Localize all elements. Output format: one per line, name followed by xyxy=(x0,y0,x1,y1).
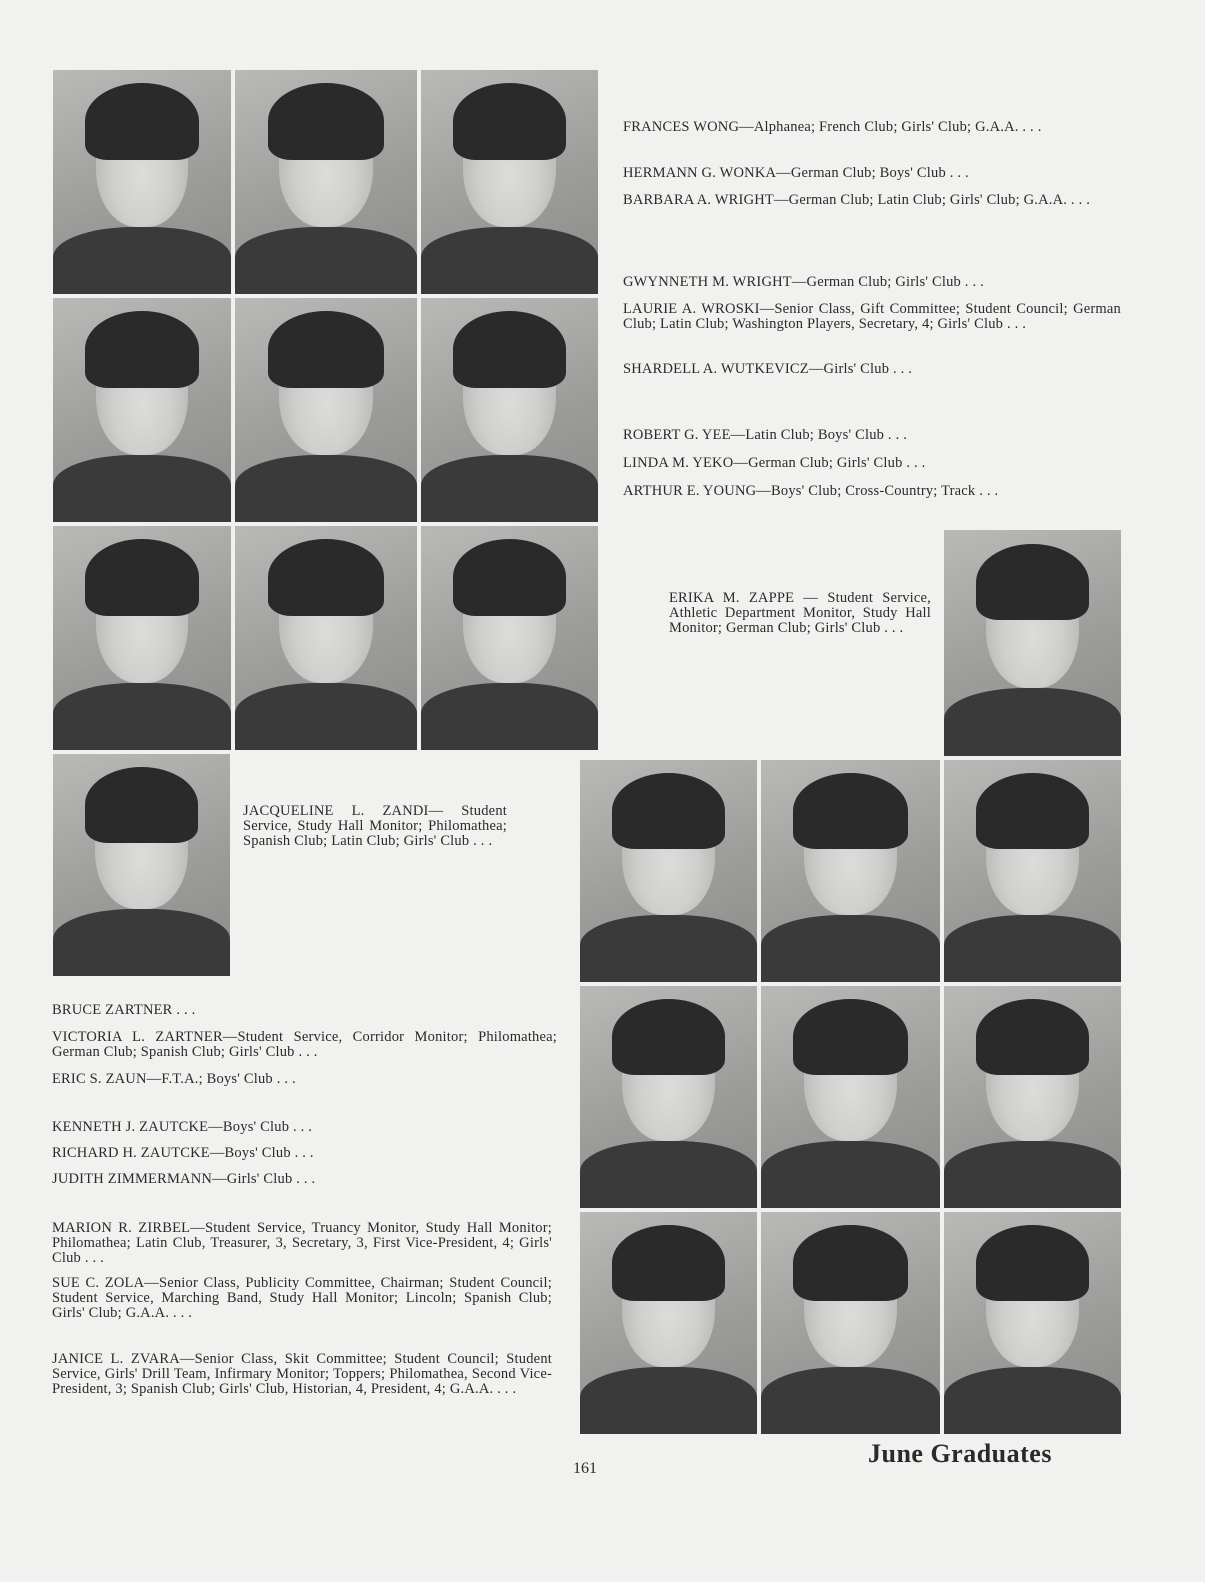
entry-wutkevicz: SHARDELL A. WUTKEVICZ—Girls' Club . . . xyxy=(623,361,913,377)
entry-b-zartner: BRUCE ZARTNER . . . xyxy=(52,1002,196,1018)
page-number: 161 xyxy=(573,1460,597,1477)
portrait-photo xyxy=(235,526,417,750)
entry-wong: FRANCES WONG—Alphanea; French Club; Girls' Club; G.A.A. . . . xyxy=(623,119,1042,135)
entry-wroski: LAURIE A. WROSKI—Senior Class, Gift Committee; Student Council; German Club; Latin Club; Washington Players, Secretary, 4; Girls' Club . . . xyxy=(623,301,1121,332)
portrait-photo xyxy=(761,986,940,1208)
entry-zirbel: MARION R. ZIRBEL—Student Service, Truancy Monitor, Study Hall Monitor; Philomathea; Latin Club, Treasurer, 3, Secretary, 3, First Vice-President, 4; Girls' Club . . . xyxy=(52,1220,552,1266)
entry-k-zautcke: KENNETH J. ZAUTCKE—Boys' Club . . . xyxy=(52,1119,313,1135)
portrait-photo xyxy=(761,1212,940,1434)
section-title: June Graduates xyxy=(868,1439,1052,1468)
portrait-photo xyxy=(580,760,757,982)
portrait-photo xyxy=(580,1212,757,1434)
portrait-photo-zappe xyxy=(944,530,1121,756)
portrait-photo xyxy=(944,760,1121,982)
entry-zappe: ERIKA M. ZAPPE — Student Service, Athletic Department Monitor, Study Hall Monitor; German Club; Girls' Club . . . xyxy=(669,590,931,636)
entry-zvara: JANICE L. ZVARA—Senior Class, Skit Committee; Student Council; Student Service, Girls' Drill Team, Infirmary Monitor; Toppers; Philomathea, Second Vice-President, 3; Spanish Club; Girls' Club, Historian, 4, President, 4; G.A.A. . . . xyxy=(52,1351,552,1397)
entry-yee: ROBERT G. YEE—Latin Club; Boys' Club . . . xyxy=(623,427,908,443)
portrait-photo xyxy=(235,70,417,294)
entry-zola: SUE C. ZOLA—Senior Class, Publicity Committee, Chairman; Student Council; Student Service, Marching Band, Study Hall Monitor; Lincoln; Spanish Club; Girls' Club; G.A.A. . . . xyxy=(52,1275,552,1321)
entry-zandi: JACQUELINE L. ZANDI— Student Service, Study Hall Monitor; Philomathea; Spanish Club; Latin Club; Girls' Club . . . xyxy=(243,803,507,849)
entry-g-wright: GWYNNETH M. WRIGHT—German Club; Girls' Club . . . xyxy=(623,274,984,290)
portrait-photo xyxy=(761,760,940,982)
portrait-photo xyxy=(53,298,231,522)
portrait-photo xyxy=(944,1212,1121,1434)
entry-zaun: ERIC S. ZAUN—F.T.A.; Boys' Club . . . xyxy=(52,1071,296,1087)
portrait-photo xyxy=(421,526,598,750)
entry-zimmermann: JUDITH ZIMMERMANN—Girls' Club . . . xyxy=(52,1171,316,1187)
portrait-photo xyxy=(53,70,231,294)
entry-b-wright: BARBARA A. WRIGHT—German Club; Latin Club; Girls' Club; G.A.A. . . . xyxy=(623,192,1091,208)
portrait-photo xyxy=(421,70,598,294)
portrait-photo xyxy=(944,986,1121,1208)
portrait-photo-zandi xyxy=(53,754,230,976)
portrait-photo xyxy=(235,298,417,522)
entry-yeko: LINDA M. YEKO—German Club; Girls' Club . . . xyxy=(623,455,926,471)
entry-young: ARTHUR E. YOUNG—Boys' Club; Cross-Country; Track . . . xyxy=(623,483,999,499)
entry-v-zartner: VICTORIA L. ZARTNER—Student Service, Corridor Monitor; Philomathea; German Club; Spanish Club; Girls' Club . . . xyxy=(52,1029,557,1060)
portrait-photo xyxy=(53,526,231,750)
entry-wonka: HERMANN G. WONKA—German Club; Boys' Club . . . xyxy=(623,165,969,181)
entry-r-zautcke: RICHARD H. ZAUTCKE—Boys' Club . . . xyxy=(52,1145,314,1161)
portrait-photo xyxy=(580,986,757,1208)
portrait-photo xyxy=(421,298,598,522)
